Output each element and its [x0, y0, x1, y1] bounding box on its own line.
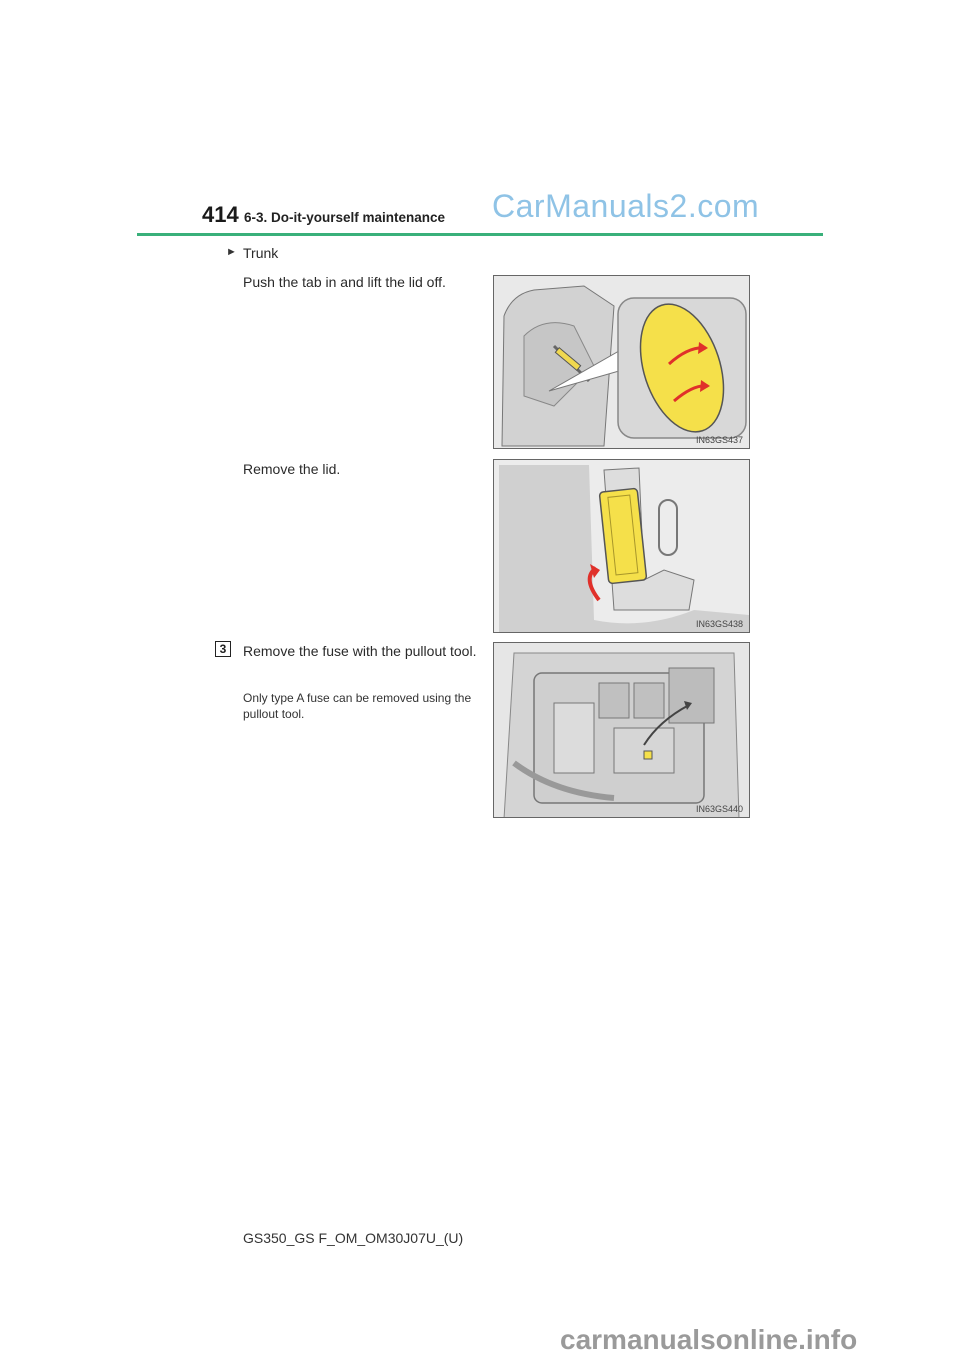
section-title: 6-3. Do-it-yourself maintenance: [244, 210, 446, 225]
figure1-code: IN63GS437: [695, 435, 743, 445]
figure-remove-lid: [493, 459, 750, 633]
bullet-triangle-icon: ►: [226, 246, 237, 258]
trunk-illustration: [494, 276, 750, 449]
figure2-code: IN63GS438: [695, 619, 743, 629]
figure-trunk-fuse-tab: [493, 275, 750, 449]
fusebox-illustration: [494, 643, 750, 818]
step3-text: Remove the fuse with the pullout tool.: [243, 643, 477, 659]
site-watermark: carmanualsonline.info: [560, 1324, 858, 1355]
document-code: GS350_GS F_OM_OM30J07U_(U): [243, 1230, 464, 1246]
step2-text: Remove the lid.: [243, 461, 341, 477]
step3-number: 3: [215, 641, 231, 657]
page-number: 414: [202, 202, 239, 227]
lid-illustration: [494, 460, 750, 633]
watermark: CarManuals2.com: [492, 188, 760, 224]
header-rule: [137, 233, 823, 236]
figure-pullout-tool: [493, 642, 750, 818]
step1-text: Push the tab in and lift the lid off.: [243, 274, 446, 290]
step3-note: Only type A fuse can be removed using the pullout tool.: [243, 691, 472, 721]
bullet-label: Trunk: [243, 245, 279, 261]
figure3-code: IN63GS440: [695, 804, 743, 814]
